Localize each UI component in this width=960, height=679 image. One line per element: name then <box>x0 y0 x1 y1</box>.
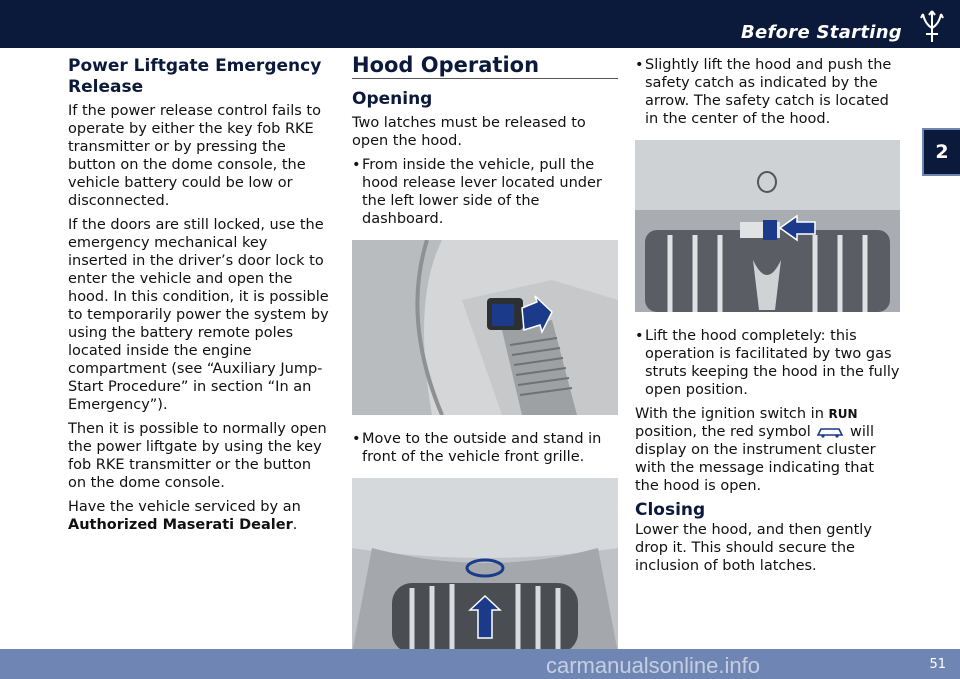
list-item: •Move to the outside and stand in front of the vehicle front grille. <box>352 431 602 465</box>
maserati-trident-logo <box>916 8 948 44</box>
watermark-text: carmanualsonline.info <box>545 653 760 678</box>
liftgate-paragraph-4 <box>68 498 330 534</box>
liftgate-paragraph-2: If the doors are still locked, use the emergency mechanical key inserted in the driver’s door lock to enter the vehicle and open the hood. In this condition, it is possible to temporarily power the system by using the battery remote poles located inside the engine compartment (see “Auxiliary Jump-Start Procedure” in section “In an Emergency”). <box>68 217 329 413</box>
dealer-text: Have the vehicle serviced by an <box>68 499 301 515</box>
hood-release-lever-image <box>352 240 618 415</box>
opening-intro: Two latches must be released to open the hood. <box>352 115 586 149</box>
liftgate-paragraph-1: If the power release control fails to operate by either the key fob RKE transmitter or by pressing the button on the dome console, the vehicle battery could be low or disconnected. <box>68 103 321 209</box>
list-item: •From inside the vehicle, pull the hood release lever located under the left lower side of the dashboard. <box>352 157 602 227</box>
list-item: •Lift the hood completely: this operation is facilitated by two gas struts keeping the hood in the fully open position. <box>635 328 900 398</box>
dealer-name: Authorized Maserati Dealer <box>68 517 293 533</box>
dealer-period: . <box>292 517 298 533</box>
list-item: •Slightly lift the hood and push the safety catch as indicated by the arrow. The safety catch is located in the center of the hood. <box>635 57 892 127</box>
column-liftgate <box>68 56 330 540</box>
chapter-tab[interactable]: 2 <box>922 128 960 176</box>
closing-subheading: Closing <box>635 500 706 520</box>
ignition-paragraph: With the ignition switch in RUN position, the red symbol will display on the instrument cluster with the message indicating that the hood is open. <box>635 406 876 494</box>
page-number: 51 <box>929 657 946 672</box>
hood-operation-heading: Hood Operation <box>352 56 618 79</box>
footer-bar <box>0 649 960 679</box>
header-bar <box>0 0 960 48</box>
liftgate-paragraph-3: Then it is possible to normally open the power liftgate by using the key fob RKE transmitter or the button on the dome console. <box>68 421 327 491</box>
section-title: Before Starting <box>740 22 902 43</box>
front-grille-image <box>352 478 618 653</box>
closing-paragraph: Lower the hood, and then gently drop it. This should secure the inclusion of both latches. <box>635 522 872 574</box>
opening-subheading: Opening <box>352 89 433 109</box>
liftgate-heading: Power Liftgate Emergency Release <box>68 56 322 97</box>
column-hood-opening <box>352 53 618 668</box>
run-position: RUN <box>828 407 858 421</box>
safety-catch-image <box>635 140 900 312</box>
hood-open-warning-icon <box>815 425 845 439</box>
column-hood-steps <box>635 56 900 581</box>
